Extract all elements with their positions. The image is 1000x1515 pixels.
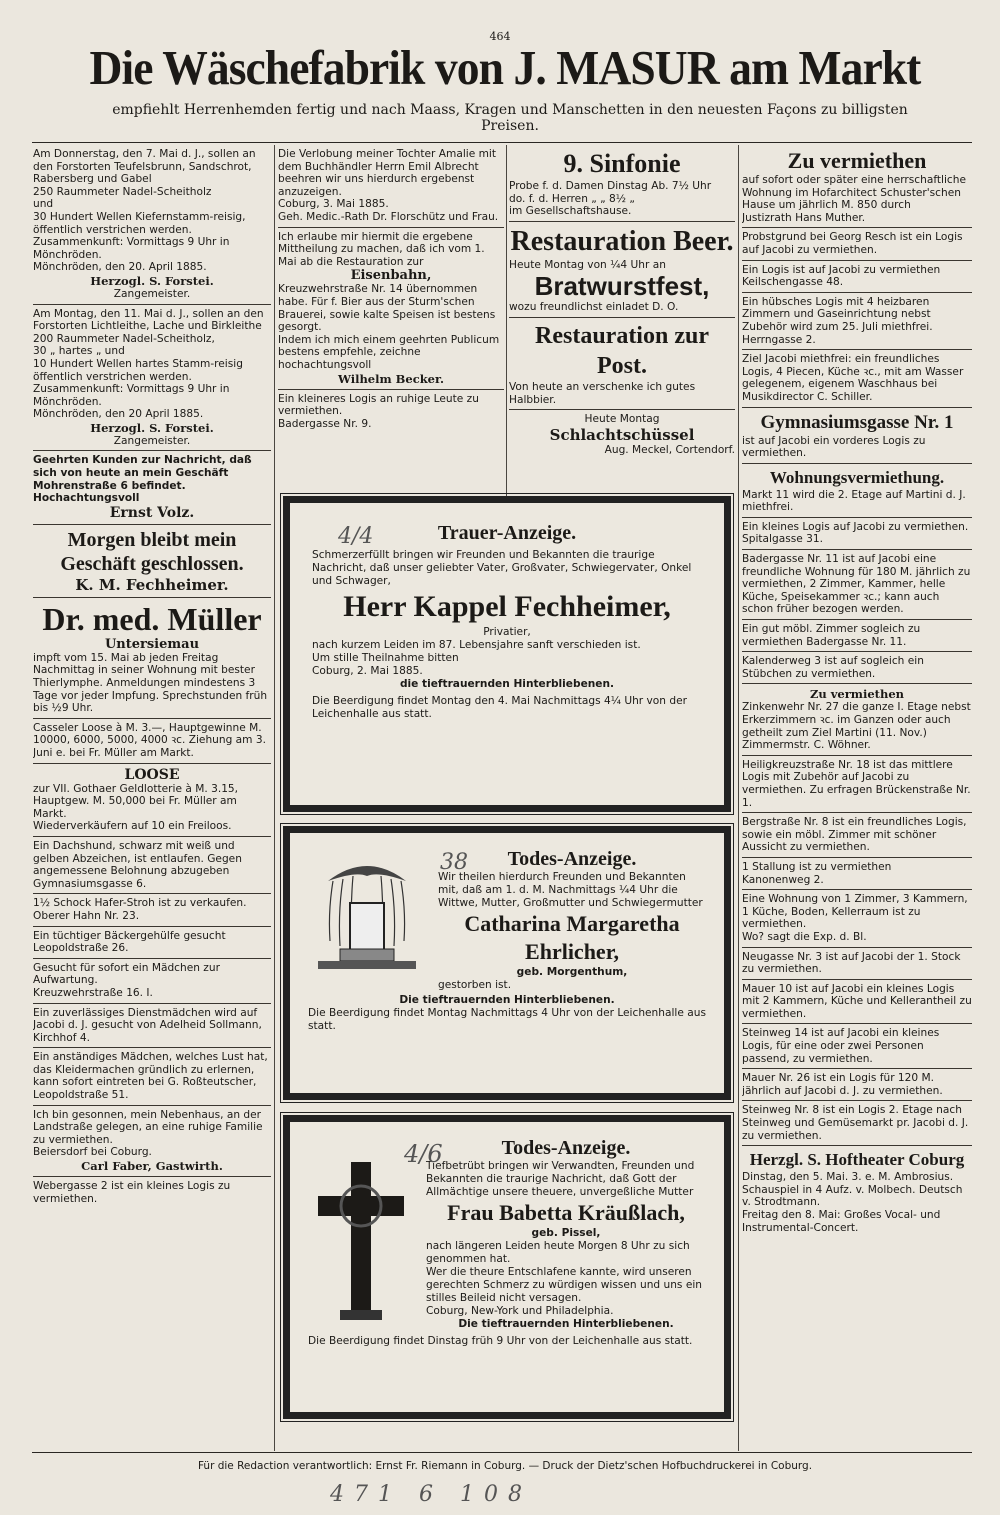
page-number: 464 (489, 30, 511, 43)
rent-ad: 1 Stallung ist zu vermiethen Kanonenweg 2. (742, 860, 892, 886)
column-1 (33, 148, 271, 1451)
divider (33, 597, 271, 598)
column-divider (738, 145, 739, 1451)
divider (742, 1145, 972, 1146)
deceased-role: geb. Pissel, (531, 1227, 601, 1239)
forestry-notice-2: Am Montag, den 11. Mai d. J., sollen an den Forstorten Lichtleithe, Lache und Birkleithe 200 Raummeter Nadel-Scheitholz, 30 „ hartes „ und 10 Hundert Wellen hartes Stamm-reisig öffentlich verstrichen werden. Zusammenkunft: Vormittags 9 Uhr in Mönchröden. Mönchröden, den 20 April 1885. (33, 307, 264, 421)
ad-signature-sub: Zangemeister. (113, 287, 191, 300)
notice-body: nach längeren Leiden heute Morgen 8 Uhr zu sich genommen hat. Wer die theure Entschlafene kannte, wird unseren gerechten Schmerz zu würdigen wissen und uns ein stilles Beileid nicht versagen. Coburg, New-York und Philadelphia. (426, 1240, 702, 1317)
rent-ad: Markt 11 wird die 2. Etage auf Martini d. J. miethfrei. (742, 488, 966, 514)
divider (278, 227, 504, 228)
divider (742, 260, 972, 261)
schlacht-signature: Aug. Meckel, Cortendorf. (604, 443, 735, 456)
handwritten-note: 38 (440, 850, 468, 875)
notice-intro: Wir theilen hierdurch Freunden und Bekannten mit, daß am 1. d. M. Nachmittags ¼4 Uhr die Wittwe, Mutter, Großmutter und Schwiegermutter (438, 871, 703, 909)
lost-dog-ad: Ein Dachshund, schwarz mit weiß und gelben Abzeichen, ist entlaufen. Gegen angemessene Belohnung abzugeben Gymnasiumsgasse 6. (33, 839, 242, 890)
lottery-ad: Casseler Loose à M. 3.—, Hauptgewinne M. 10000, 6000, 5000, 4000 ꝛc. Ziehung am 3. Juni e. bei Fr. Müller am Markt. (33, 721, 266, 759)
ad-signature: K. M. Fechheimer. (75, 575, 229, 594)
cross-icon (318, 1162, 404, 1322)
deceased-role: geb. Morgenthum, (516, 966, 628, 978)
handwritten-note: 4/4 (338, 524, 374, 549)
divider (509, 221, 735, 222)
rent-ad: Ziel Jacobi miethfrei: ein freundliches Logis, 4 Piecen, Küche ꝛc., mit am Wasser gelegenem, eigenem Waschhaus bei Musikdirector C. Schiller. (742, 353, 964, 403)
rent-ad: Ein Logis ist auf Jacobi zu vermiethen Keilschengasse 48. (742, 263, 941, 289)
rent-ad: Kalenderweg 3 ist auf sogleich ein Stübchen zu vermiethen. (742, 655, 924, 680)
baker-ad: Ein tüchtiger Bäckergehülfe gesucht Leopoldstraße 26. (33, 929, 226, 955)
deceased-name: Herr Kappel Fechheimer, (343, 590, 671, 623)
rent-ad: Mauer 10 ist auf Jacobi ein kleines Logis mit 2 Kammern, Küche und Kellerantheil zu vermiethen. (742, 982, 972, 1020)
schlacht-heading: Schlachtschüssel (549, 425, 695, 444)
divider (33, 958, 271, 959)
ad-signature-sub: Zangemeister. (113, 434, 191, 447)
engagement-notice: Die Verlobung meiner Tochter Amalie mit dem Buchhändler Herrn Emil Albrecht beehren wir uns hierdurch ergebenst anzuzeigen. Coburg, 3. Mai 1885. Geh. Medic.-Rath Dr. Florschütz und Frau. (278, 148, 499, 223)
deceased-role: Privatier, (483, 626, 531, 638)
divider (33, 1105, 271, 1106)
divider (33, 304, 271, 305)
rent-ad: Probstgrund bei Georg Resch ist ein Logis auf Jacobi zu vermiethen. (742, 231, 963, 256)
notice-burial: Die Beerdigung findet Dinstag früh 9 Uhr von der Leichenhalle aus statt. (308, 1335, 693, 1347)
column-divider (274, 145, 275, 1451)
divider (742, 1100, 972, 1101)
notice-signature: Die tieftrauernden Hinterbliebenen. (458, 1318, 674, 1330)
divider (742, 619, 972, 620)
restaurant-takeover-text: Kreuzwehrstraße Nr. 14 übernommen habe. Für f. Bier aus der Sturm'schen Brauerei, sowie kalte Speisen ist bestens gesorgt. Indem ich mich einem geehrten Publicum bestens empfehle, zeichne hochachtungsvoll (278, 283, 500, 371)
rent-ad: Steinweg Nr. 8 ist ein Logis 2. Etage nach Steinweg und Gemüsemarkt pr. Jacobi d. J. zu vermiethen. (742, 1104, 969, 1142)
divider (33, 450, 271, 451)
restaurant-beer-heading: Restauration Beer. (510, 225, 734, 257)
small-lodging-ad: Ein kleineres Logis an ruhige Leute zu vermiethen. Badergasse Nr. 9. (278, 392, 479, 430)
ad-text: Am Donnerstag, den 7. Mai d. J., sollen an den Forstorten Teufelsbrunn, Sandschrot, Rabersberg und Gabel 250 Raummeter Nadel-Scheitholz und 30 Hundert Wellen Kiefernstamm-reisig, öffentlich verstrichen werden. Zusammenkunft: Vormittags 9 Uhr in Mönchröden. Mönchröden, den 20. April 1885. (33, 148, 256, 274)
rent-ad: Mauer Nr. 26 ist ein Logis für 120 M. jährlich auf Jacobi d. J. zu vermiethen. (742, 1072, 943, 1097)
divider (33, 926, 271, 927)
divider (33, 763, 271, 764)
divider (742, 755, 972, 756)
doctor-ad-title: Dr. med. Müller (42, 600, 262, 637)
restaurant-beer-invite: wozu freundlichst einladet D. O. (509, 301, 679, 314)
forestry-notice-1 (33, 148, 271, 274)
top-rule (32, 142, 972, 143)
divider (742, 947, 972, 948)
divider (33, 1003, 271, 1004)
relocation-notice: Geehrten Kunden zur Nachricht, daß sich von heute an mein Geschäft Mohrenstraße 6 befindet. Hochachtungsvoll (33, 454, 252, 505)
rent-heading: Zu vermiethen (787, 148, 927, 173)
notice-burial: Die Beerdigung findet Montag den 4. Mai Nachmittags 4¼ Uhr von der Leichenhalle aus statt. (312, 695, 687, 720)
rent-ad: Heiligkreuzstraße Nr. 18 ist das mittlere Logis mit Zubehör auf Jacobi zu vermiethen. Zu erfragen Brückenstraße Nr. 1. (742, 758, 971, 809)
seamstress-ad: Ein anständiges Mädchen, welches Lust hat, das Kleidermachen gründlich zu erlernen, kann sofort eintreten bei G. Roßteutscher, Leopoldstraße 51. (33, 1051, 268, 1102)
notice-title: Trauer-Anzeige. (437, 522, 577, 544)
divider (742, 517, 972, 518)
restaurant-beer-text: Heute Montag von ¼4 Uhr an (509, 258, 666, 271)
divider (742, 651, 972, 652)
divider (742, 227, 972, 228)
bottom-rule (32, 1452, 972, 1453)
lottery-heading: LOOSE (124, 766, 180, 783)
rent-ad: Bergstraße Nr. 8 ist ein freundliches Logis, sowie ein möbl. Zimmer mit schöner Aussicht zu vermiethen. (742, 816, 967, 854)
notice-burial: Die Beerdigung findet Montag Nachmittags 4 Uhr von der Leichenhalle aus statt. (308, 1007, 706, 1032)
closed-notice: Morgen bleibt mein Geschäft geschlossen. (60, 528, 244, 575)
divider (742, 349, 972, 350)
rent-ad: Badergasse Nr. 11 ist auf Jacobi eine freundliche Wohnung für 180 M. jährlich zu vermiethen, 2 Zimmer, Kammer, helle Küche, Speisekammer ꝛc.; kann auch schon früher bezogen werden. (742, 553, 971, 616)
divider (742, 812, 972, 813)
notice-title: Todes-Anzeige. (507, 848, 637, 870)
maid-ad: Gesucht für sofort ein Mädchen zur Aufwartung. Kreuzwehrstraße 16. I. (33, 961, 220, 999)
doctor-ad-text: impft vom 15. Mai ab jeden Freitag Nachmittag in seiner Wohnung mit bester Thierlymphe. Anmeldungen mindestens 3 Tage vor jeder Impfung. Sprechstunden früh bis ½9 Uhr. (33, 651, 268, 715)
divider (742, 857, 972, 858)
handwritten-note: 4/6 (404, 1140, 443, 1168)
restaurant-post-heading: Restauration zur Post. (535, 322, 709, 379)
divider (33, 893, 271, 894)
ad-signature: Carl Faber, Gastwirth. (81, 1159, 223, 1174)
lottery-ad-2: zur VII. Gothaer Geldlotterie à M. 3.15, Hauptgew. M. 50,000 bei Fr. Müller am Markt. Wiederverkäufern auf 10 ein Freiloos. (33, 782, 239, 833)
mourning-notice-3 (283, 1115, 731, 1419)
rent-ad: ist auf Jacobi ein vorderes Logis zu vermiethen. (742, 434, 926, 460)
handwritten-note: 471 6 108 (330, 1482, 532, 1507)
divider (742, 1068, 972, 1069)
mourning-notice-2 (283, 826, 731, 1100)
divider (509, 409, 735, 410)
rent-ad: Eine Wohnung von 1 Zimmer, 3 Kammern, 1 Küche, Boden, Kellerraum ist zu vermiethen. Wo? sagt die Exp. d. Bl. (742, 893, 968, 943)
notice-body: gestorben ist. (438, 979, 512, 991)
tombstone-willow-icon (308, 851, 426, 971)
ad-signature: Herzogl. S. Forstei. (90, 420, 214, 435)
divider (33, 718, 271, 719)
restaurant-takeover-ad: Ich erlaube mir hiermit die ergebene Mittheilung zu machen, daß ich vom 1. Mai ab die Restauration zur (278, 230, 485, 268)
notice-signature: die tieftrauernden Hinterbliebenen. (399, 678, 615, 690)
straw-ad: 1½ Schock Hafer-Stroh ist zu verkaufen. Oberer Hahn Nr. 23. (33, 897, 247, 922)
ad-signature: Wilhelm Becker. (338, 371, 444, 386)
doctor-ad-location: Untersiemau (104, 636, 200, 652)
column-3 (509, 148, 735, 490)
column-2 (278, 148, 504, 490)
column-4 (742, 148, 972, 1451)
schlacht-date: Heute Montag (584, 413, 660, 426)
servant-ad: Ein zuverlässiges Dienstmädchen wird auf Jacobi d. J. gesucht von Adelheid Sollmann, Kirchhof 4. (33, 1006, 262, 1044)
rent-ad: Neugasse Nr. 3 ist auf Jacobi der 1. Stock zu vermiethen. (742, 950, 961, 976)
rent-heading: Gymnasiumsgasse Nr. 1 (760, 411, 954, 433)
notice-body: nach kurzem Leiden im 87. Lebensjahre sanft verschieden ist. Um stille Theilnahme bitten Coburg, 2. Mai 1885. (312, 639, 641, 677)
column-divider (506, 145, 507, 515)
rent-ad: Zinkenwehr Nr. 27 die ganze I. Etage nebst Erkerzimmern ꝛc. im Ganzen oder auch getheilt zum Ziel Martini (11. Nov.) Zimmermstr. C. Wöhner. (742, 701, 971, 752)
house-ad: Ich bin gesonnen, mein Nebenhaus, an der Landstraße gelegen, an eine ruhige Familie zu vermiethen. Beiersdorf bei Coburg. (33, 1108, 263, 1159)
divider (742, 1023, 972, 1024)
lodging-ad: Webergasse 2 ist ein kleines Logis zu vermiethen. (33, 1180, 231, 1205)
divider (742, 463, 972, 464)
notice-intro: Schmerzerfüllt bringen wir Freunden und Bekannten die traurige Nachricht, daß unser geliebter Vater, Großvater, Schwiegervater, Onkel und Schwager, (312, 549, 692, 587)
bratwurst-heading: Bratwurstfest, (534, 271, 710, 302)
masthead-subtitle: empfiehlt Herrenhemden fertig und nach Maass, Kragen und Manschetten in den neuesten Façons zu billigsten Preisen. (112, 102, 908, 134)
masthead-advert: Die Wäschefabrik von J. MASUR am Markt (89, 40, 921, 95)
symphony-text: Probe f. d. Damen Dinstag Ab. 7½ Uhr do. f. d. Herren „ „ 8½ „ im Gesellschaftshause. (509, 180, 712, 218)
theatre-text: Dinstag, den 5. Mai. 3. e. M. Ambrosius. Schauspiel in 4 Aufz. v. Molbech. Deutsch v. Strodtmann. Freitag den 8. Mai: Großes Vocal- und Instrumental-Concert. (742, 1171, 963, 1234)
symphony-heading: 9. Sinfonie (563, 149, 681, 178)
imprint-footer: Für die Redaction verantwortlich: Ernst Fr. Riemann in Coburg. — Druck der Dietz'schen Hofbuchdruckerei in Coburg. (197, 1460, 813, 1472)
notice-title: Todes-Anzeige. (501, 1137, 631, 1159)
theatre-heading: Herzgl. S. Hoftheater Coburg (749, 1150, 965, 1170)
divider (33, 1047, 271, 1048)
rent-heading: Wohnungsvermiethung. (769, 467, 945, 487)
divider (509, 317, 735, 318)
ad-signature: Herzogl. S. Forstei. (90, 273, 214, 288)
divider (33, 524, 271, 525)
deceased-name: Catharina Margaretha Ehrlicher, (464, 911, 680, 964)
ad-signature: Ernst Volz. (109, 504, 195, 521)
divider (742, 292, 972, 293)
restaurant-post-text: Von heute an verschenke ich gutes Halbbier. (509, 380, 696, 406)
divider (742, 683, 972, 684)
rent-ad: Ein hübsches Logis mit 4 heizbaren Zimmern und Gaseinrichtung nebst Zubehör wird zum 25. Juli miethfrei. Herrngasse 2. (742, 295, 933, 346)
rent-heading: Zu vermiethen (809, 687, 905, 702)
divider (742, 979, 972, 980)
divider (33, 1176, 271, 1177)
deceased-name: Frau Babetta Kräußlach, (447, 1200, 685, 1225)
notice-signature: Die tieftrauernden Hinterbliebenen. (399, 994, 615, 1006)
rent-ad: auf sofort oder später eine herrschaftliche Wohnung im Hofarchitect Schuster'schen Hause um jährlich M. 850 durch Justizrath Hans Muther. (742, 174, 966, 224)
rent-ad: Ein kleines Logis auf Jacobi zu vermiethen. Spitalgasse 31. (742, 520, 969, 546)
divider (742, 407, 972, 408)
restaurant-name: Eisenbahn, (350, 268, 432, 284)
divider (742, 889, 972, 890)
rent-ad: Ein gut möbl. Zimmer sogleich zu vermiethen Badergasse Nr. 11. (742, 623, 921, 648)
notice-intro: Tiefbetrübt bringen wir Verwandten, Freunden und Bekannten die traurige Nachricht, daß Gott der Allmächtige unsere theuere, unvergeßliche Mutter (426, 1160, 695, 1198)
divider (33, 836, 271, 837)
divider (278, 389, 504, 390)
rent-ad: Steinweg 14 ist auf Jacobi ein kleines Logis, für eine oder zwei Personen passend, zu vermiethen. (742, 1027, 940, 1065)
divider (742, 549, 972, 550)
